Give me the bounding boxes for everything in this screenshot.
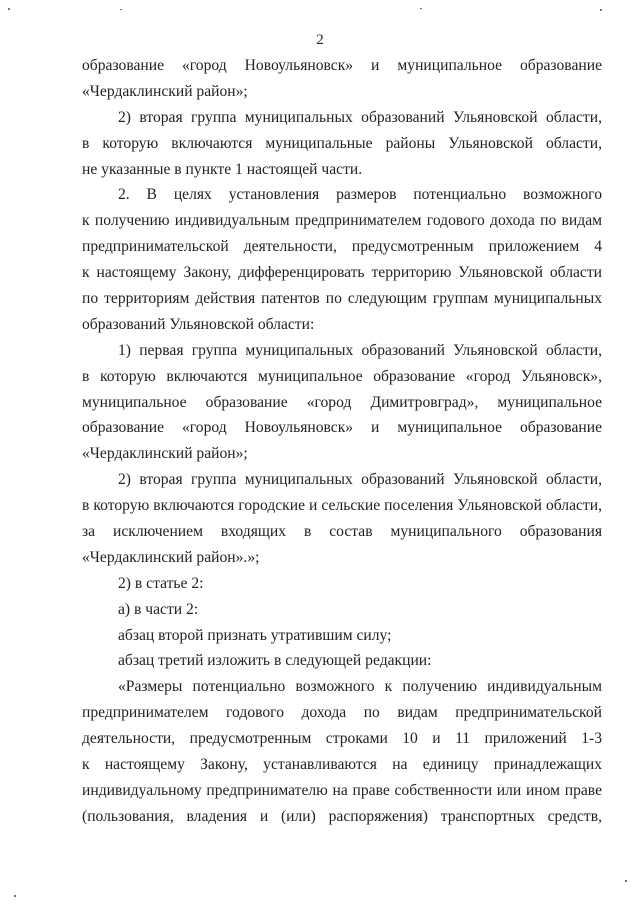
- scan-speck: [600, 9, 602, 11]
- text-line: абзац третий изложить в следующей редакции:: [118, 652, 432, 670]
- text-line: 2) вторая группа муниципальных образований Ульяновской области,: [118, 108, 602, 126]
- page-number: 2: [316, 32, 324, 48]
- text-line: по территориям действия патентов по следующим группам муниципальных: [82, 290, 602, 308]
- text-line: в которую включаются муниципальные районы Ульяновской области,: [82, 134, 602, 152]
- scan-speck: [8, 8, 10, 10]
- text-line: «Чердаклинский район»;: [82, 82, 248, 100]
- text-line: 2) вторая группа муниципальных образований Ульяновской области,: [118, 471, 602, 489]
- text-line: (пользования, владения и (или) распоряжения) транспортных средств,: [82, 807, 602, 825]
- text-line: образование «город Новоульяновск» и муниципальное образование: [82, 419, 602, 437]
- text-line: образований Ульяновской области:: [82, 315, 315, 333]
- body-text: [82, 53, 602, 830]
- text-line: индивидуальному предпринимателю на праве собственности или ином праве: [82, 781, 602, 799]
- text-line: в которую включаются городские и сельские поселения Ульяновской области,: [82, 497, 602, 515]
- text-line: деятельности, предусмотренным строками 10 и 11 приложений 1-3: [82, 730, 602, 748]
- text-line: муниципальное образование «город Димитровград», муниципальное: [82, 393, 602, 411]
- text-line: в которую включаются муниципальное образование «город Ульяновск»,: [82, 367, 602, 385]
- text-line: абзац второй признать утратившим силу;: [118, 626, 392, 644]
- text-line: 1) первая группа муниципальных образований Ульяновской области,: [118, 341, 602, 359]
- text-line: 2) в статье 2:: [118, 574, 204, 592]
- scan-speck: [625, 880, 627, 882]
- text-line: «Чердаклинский район».»;: [82, 548, 260, 566]
- text-line: предпринимательской деятельности, предусмотренным приложением 4: [82, 238, 602, 256]
- scan-speck: [120, 9, 122, 10]
- text-line: к настоящему Закону, дифференцировать территорию Ульяновской области: [82, 264, 602, 282]
- text-line: к настоящему Закону, устанавливаются на единицу принадлежащих: [82, 756, 602, 774]
- scan-speck: [420, 8, 422, 9]
- text-line: а) в части 2:: [118, 600, 199, 618]
- text-line: к получению индивидуальным предпринимателем годового дохода по видам: [82, 212, 602, 230]
- text-line: «Чердаклинский район»;: [82, 445, 248, 463]
- text-line: не указанные в пункте 1 настоящей части.: [82, 160, 363, 178]
- text-line: за исключением входящих в состав муниципального образования: [82, 523, 602, 541]
- text-line: предпринимателем годового дохода по видам предпринимательской: [82, 704, 602, 722]
- text-line: 2. В целях установления размеров потенциально возможного: [118, 186, 602, 204]
- scan-speck: [14, 895, 16, 897]
- text-line: «Размеры потенциально возможного к получению индивидуальным: [118, 678, 602, 696]
- text-line: образование «город Новоульяновск» и муниципальное образование: [82, 57, 602, 74]
